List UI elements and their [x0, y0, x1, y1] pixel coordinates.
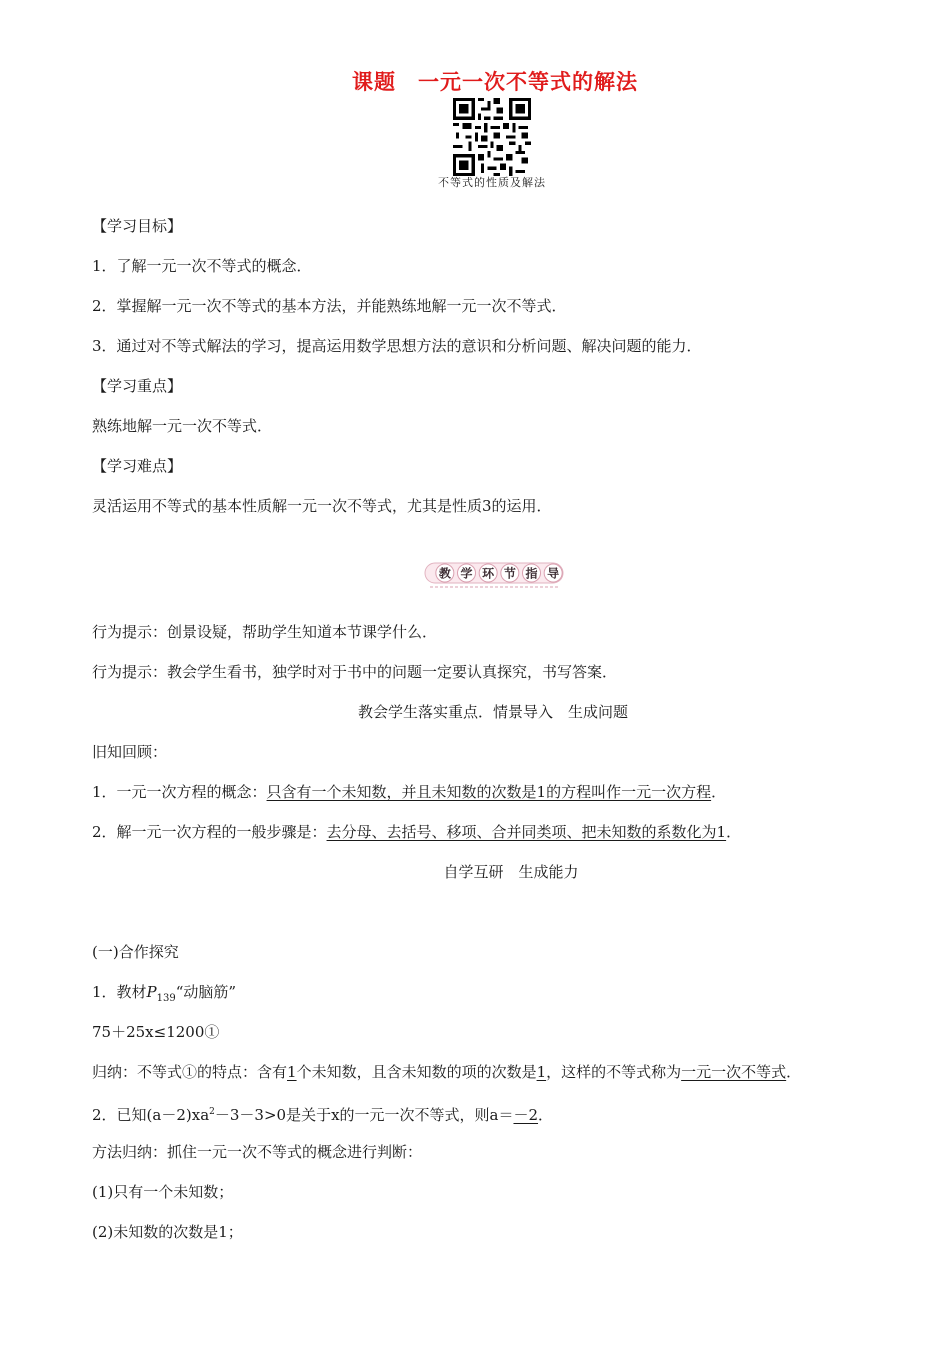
objective-item: 1．了解一元一次不等式的概念． [92, 257, 312, 275]
inequality: 75＋25x≤1200① [92, 1023, 220, 1041]
review-item: 2．解一元一次方程的一般步骤是：去分母、去括号、移项、合并同类项、把未知数的系数化为1． [92, 823, 742, 841]
review-heading: 旧知回顾： [92, 743, 168, 761]
summary: 归纳：不等式①的特点：含有1个未知数，且含未知数的项的次数是1，这样的不等式称为一元一次不等式． [92, 1063, 802, 1081]
behavior-hint: 行为提示：教会学生看书，独学时对于书中的问题一定要认真探究，书写答案． [92, 663, 618, 681]
banner-char: 教 [438, 566, 451, 581]
key-point-heading: 【学习重点】 [92, 377, 183, 395]
explore-item: 2．已知$(a-2)xa^2-3-3>0$是关于x的一元一次不等式，则a＝－2． [92, 1106, 554, 1124]
section-heading: 自学互研 生成能力 [443, 863, 579, 881]
objective-item: 3．通过对不等式解法的学习，提高运用数学思想方法的意识和分析问题、解决问题的能力． [92, 337, 702, 355]
answer-blank: 1 [287, 1063, 297, 1081]
section-heading: 教会学生落实重点．情景导入 生成问题 [357, 703, 628, 721]
method-item: (1)只有一个未知数； [92, 1183, 234, 1201]
page-title: 课题 一元一次不等式的解法 [352, 69, 638, 94]
banner-char: 学 [460, 566, 473, 581]
answer-blank: 去分母、去括号、移项、合并同类项、把未知数的系数化为1 [326, 823, 727, 841]
banner-char: 指 [525, 566, 538, 581]
answer-blank: 只含有一个未知数，并且未知数的次数是1的方程叫作一元一次方程 [266, 783, 712, 801]
banner-char: 环 [482, 566, 495, 581]
qr-caption: 不等式的性质及解法 [438, 176, 546, 189]
difficulty-text: 灵活运用不等式的基本性质解一元一次不等式，尤其是性质3的运用． [92, 497, 552, 515]
difficulty-heading: 【学习难点】 [92, 457, 183, 475]
objective-item: 2．掌握解一元一次不等式的基本方法，并能熟练地解一元一次不等式． [92, 297, 567, 315]
method-heading: 方法归纳：抓住一元一次不等式的概念进行判断： [92, 1143, 423, 1161]
method-item: (2)未知数的次数是1； [92, 1223, 243, 1241]
qr-code-icon [453, 98, 531, 176]
answer-blank: 1 [536, 1063, 547, 1081]
banner-char: 导 [547, 566, 560, 581]
banner-char: 节 [503, 566, 516, 581]
key-point-text: 熟练地解一元一次不等式． [92, 417, 273, 435]
explore-heading: (一)合作探究 [92, 943, 179, 961]
behavior-hint: 行为提示：创景设疑，帮助学生知道本节课学什么． [92, 623, 438, 641]
answer-blank: 一元一次不等式 [681, 1063, 787, 1081]
objectives-heading: 【学习目标】 [92, 217, 183, 235]
review-item: 1．一元一次方程的概念：只含有一个未知数，并且未知数的次数是1的方程叫作一元一次方程． [92, 783, 727, 801]
teaching-guide-banner [424, 561, 564, 589]
answer-blank: －2 [513, 1106, 539, 1124]
explore-item: 1．教材$P_{139}“$动脑筋” [92, 983, 237, 1004]
